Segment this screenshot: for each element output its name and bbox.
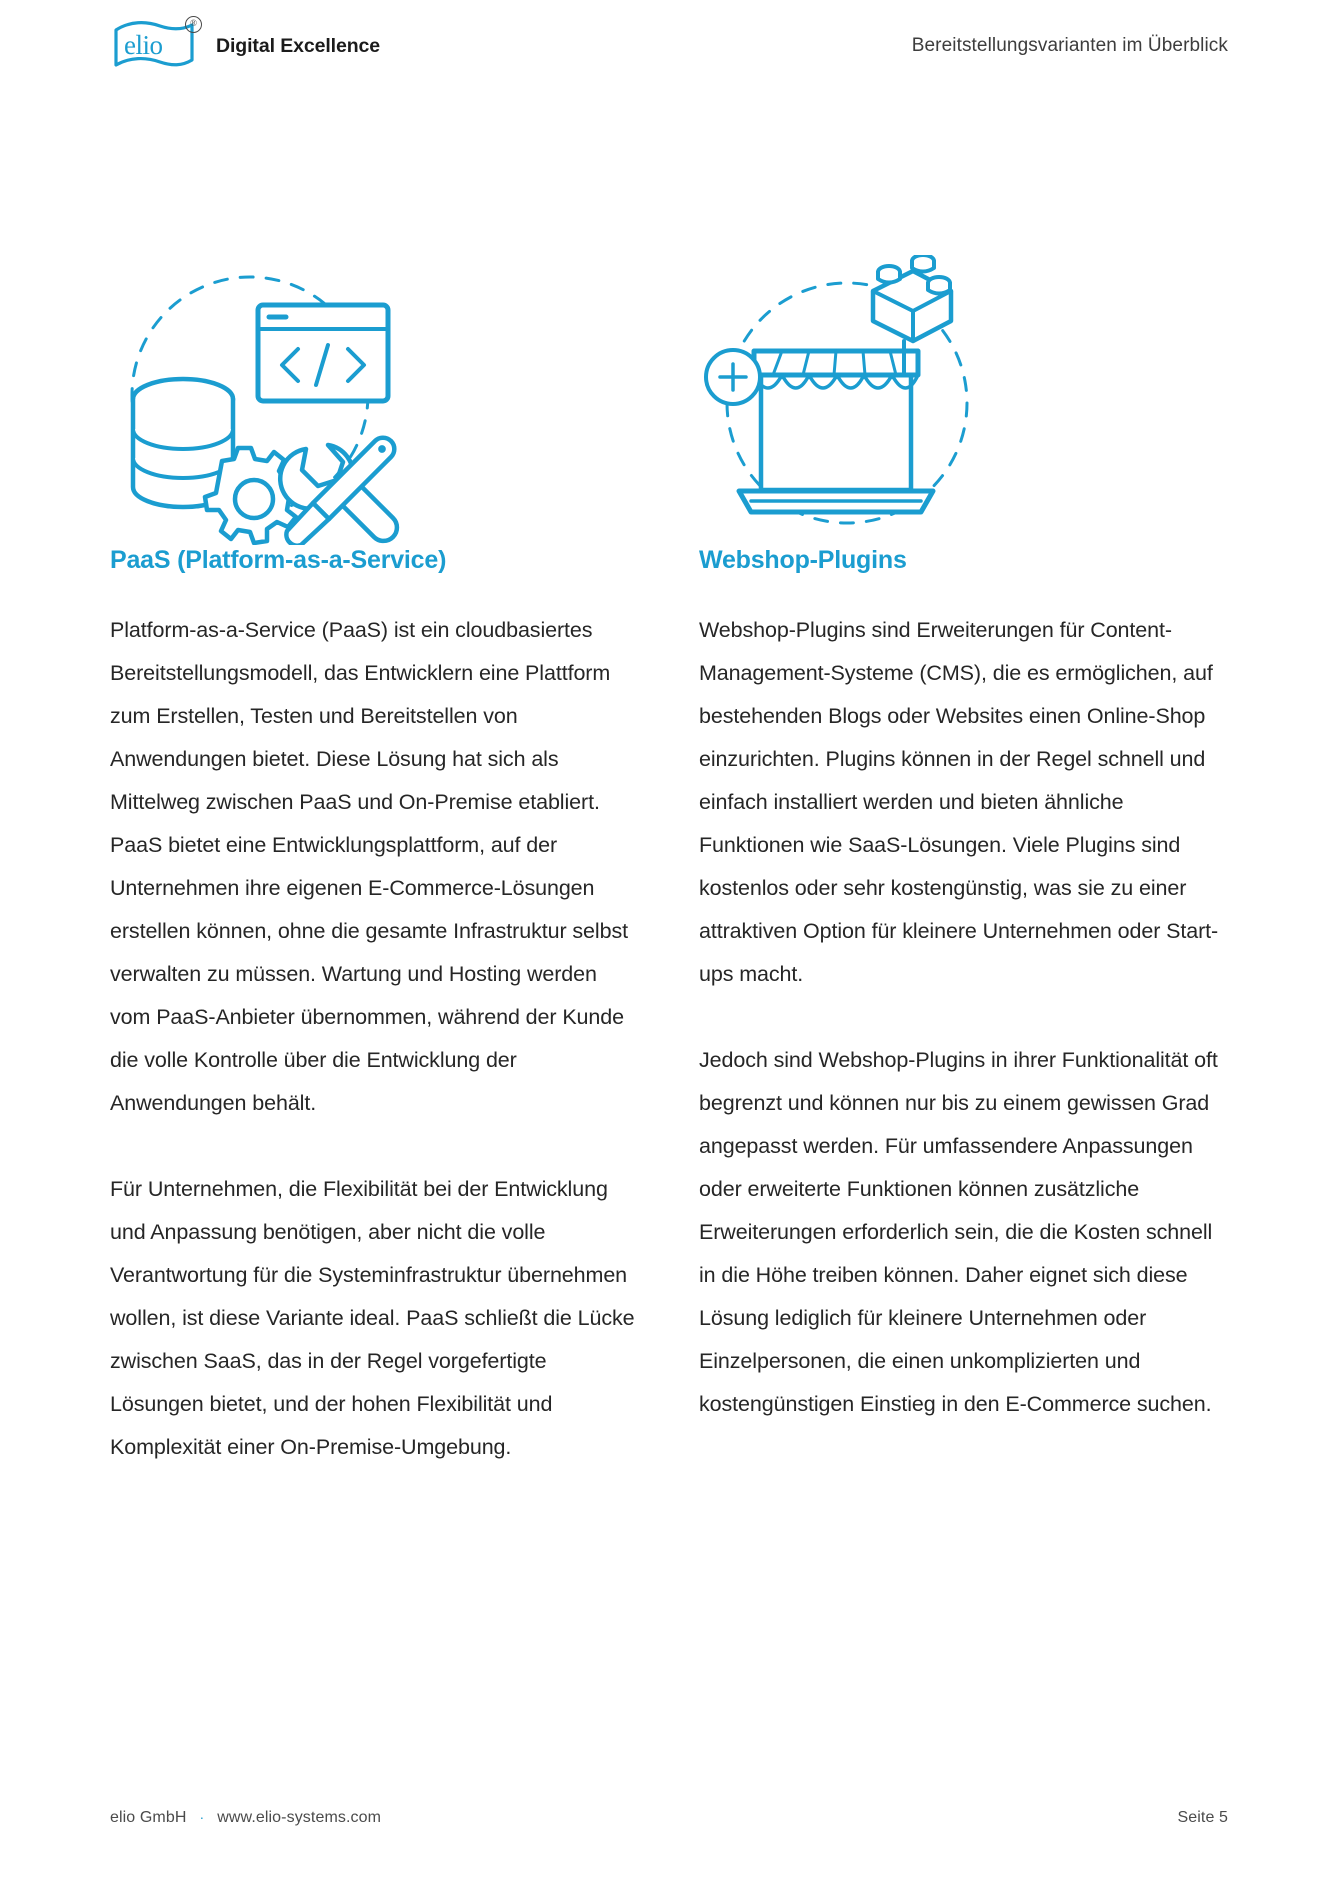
paragraph: Webshop-Plugins sind Erweiterungen für Content-Management-Systeme (CMS), die es ermöglichen, auf bestehenden Blogs oder Websites einen Online-Shop einzurichten. Plugins können in der Regel schnell und einfach installiert werden und bieten ähnliche Funktionen wie SaaS-Lösungen. Viele Plugins sind kostenlos oder sehr kostengünstig, was sie zu einer attraktiven Option für kleinere Unternehmen oder Start-ups macht. <box>699 618 1219 986</box>
svg-text:elio: elio <box>124 30 163 60</box>
footer-page-number: Seite 5 <box>1177 1809 1228 1826</box>
two-column-content <box>110 255 1230 1469</box>
page-header <box>0 0 1340 92</box>
footer-website-link[interactable]: www.elio-systems.com <box>217 1809 382 1826</box>
body-copy-webshop-plugins <box>699 609 1230 1426</box>
paragraph: Für Unternehmen, die Flexibilität bei der Entwicklung und Anpassung benötigen, aber nicht die volle Verantwortung für die Systeminfrastruktur übernehmen wollen, ist diese Variante ideal. PaaS schließt die Lücke zwischen SaaS, das in der Regel vorgefertigte Lösungen bietet, und der hohen Flexibilität und Komplexität einer On-Premise-Umgebung. <box>110 1177 635 1459</box>
section-title-paas: PaaS (Platform-as-a-Service) <box>110 546 447 574</box>
body-copy-paas <box>110 609 641 1469</box>
elio-logo-icon <box>110 18 198 74</box>
footer-separator: · <box>199 1809 205 1825</box>
paragraph: Platform-as-a-Service (PaaS) ist ein cloudbasiertes Bereitstellungsmodell, das Entwicklern eine Plattform zum Erstellen, Testen und Bereitstellen von Anwendungen bietet. Diese Lösung hat sich als Mittelweg zwischen PaaS und On-Premise etabliert. PaaS bietet eine Entwicklungsplattform, auf der Unternehmen ihre eigenen E-Commerce-Lösungen erstellen können, ohne die gesamte Infrastruktur selbst verwalten zu müssen. Wartung und Hosting werden vom PaaS-Anbieter übernommen, während der Kunde die volle Kontrolle über die Entwicklung der Anwendungen behält. <box>110 618 628 1115</box>
page-footer <box>110 1809 1228 1827</box>
paragraph: Jedoch sind Webshop-Plugins in ihrer Funktionalität oft begrenzt und können nur bis zu einem gewissen Grad angepasst werden. Für umfassendere Anpassungen oder erweiterte Funktionen können zusätzliche Erweiterungen erforderlich sein, die die Kosten schnell in die Höhe treiben können. Daher eignet sich diese Lösung lediglich für kleinere Unternehmen oder Einzelpersonen, die einen unkomplizierten und kostengünstigen Einstieg in den E-Commerce suchen. <box>699 1048 1218 1416</box>
column-paas <box>110 255 641 1469</box>
paas-platform-icon <box>110 255 641 545</box>
code-window-icon <box>258 305 388 401</box>
header-document-title: Bereitstellungsvarianten im Überblick <box>911 35 1228 56</box>
plus-circle-icon <box>706 350 760 404</box>
webshop-plugins-icon <box>699 255 1230 545</box>
footer-company-info <box>110 1809 381 1827</box>
section-title-webshop-plugins: Webshop-Plugins <box>699 546 907 574</box>
footer-company-name: elio GmbH <box>110 1809 187 1826</box>
brand-tagline: Digital Excellence <box>216 34 381 57</box>
brand-lockup <box>110 18 380 74</box>
registered-trademark-icon: ® <box>185 16 202 33</box>
column-webshop-plugins <box>699 255 1230 1469</box>
